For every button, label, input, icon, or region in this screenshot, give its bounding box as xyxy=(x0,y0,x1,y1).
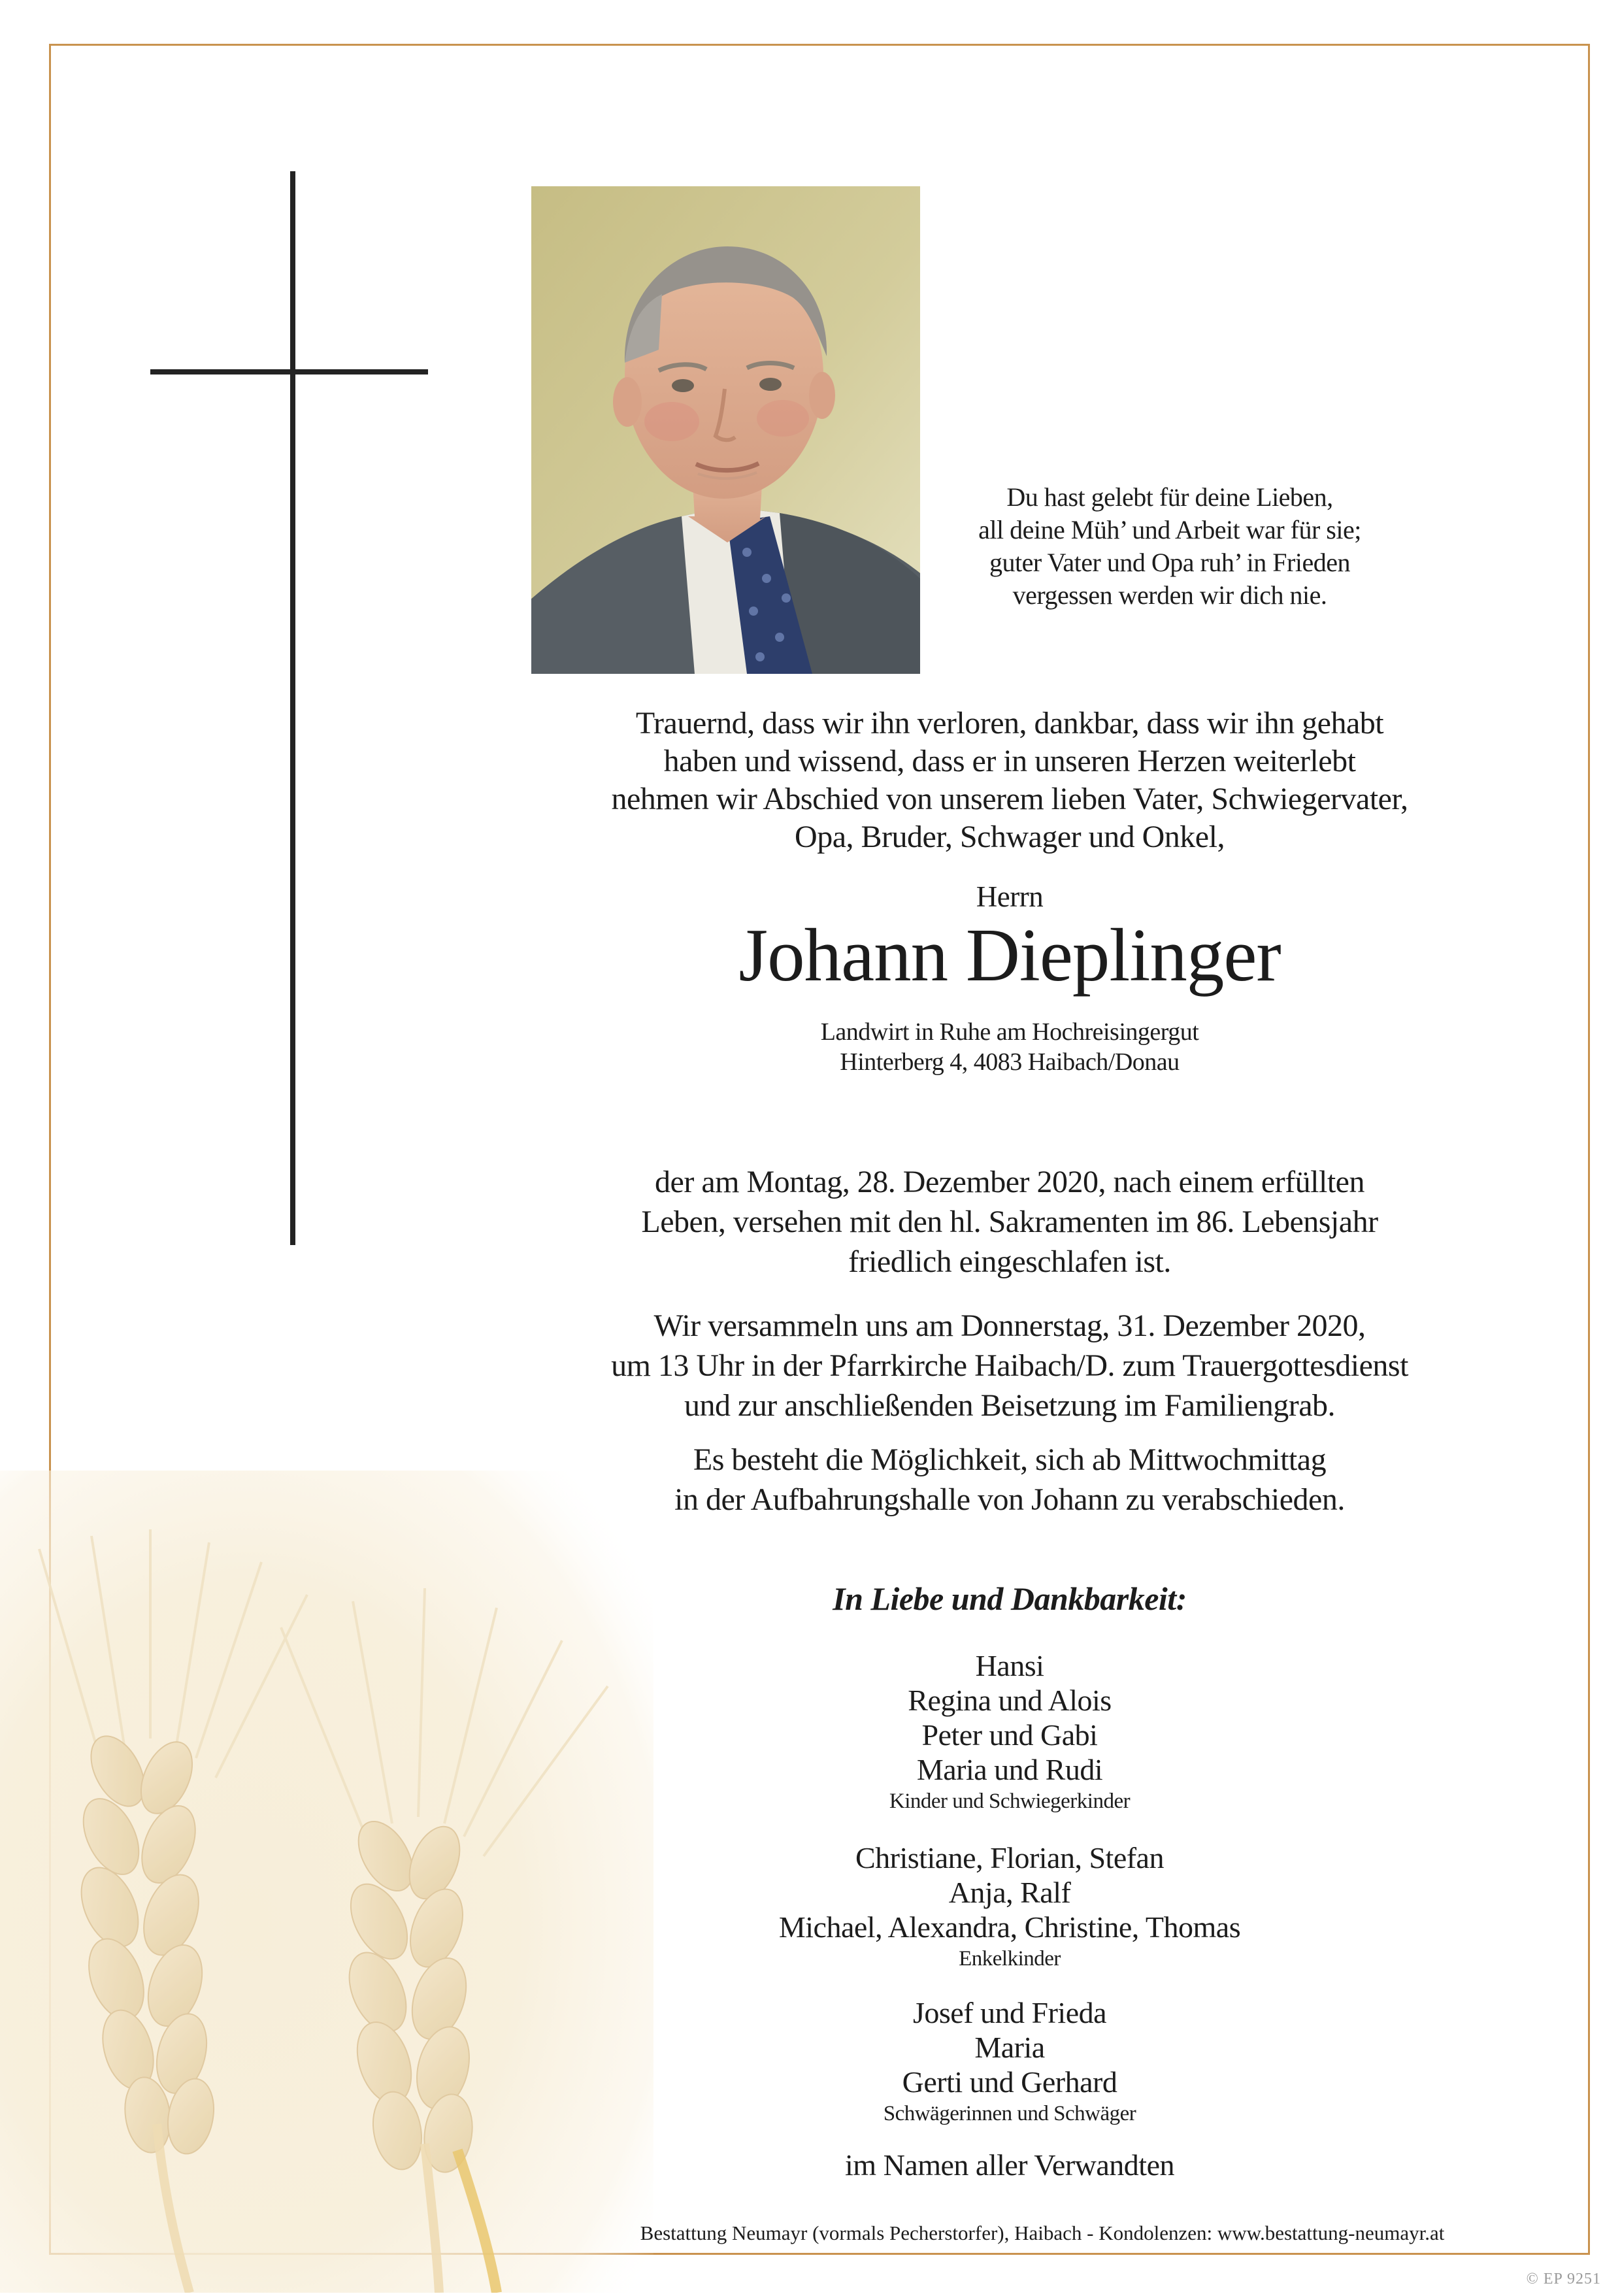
mourner-name: Maria xyxy=(974,2031,1045,2064)
intro-line: Opa, Bruder, Schwager und Onkel, xyxy=(795,820,1225,854)
service-line: um 13 Uhr in der Pfarrkirche Haibach/D. zum Trauergottesdienst xyxy=(611,1348,1408,1383)
death-notice-paragraph xyxy=(529,1162,1490,1282)
mourner-name: Regina und Alois xyxy=(908,1684,1112,1717)
mourner-name: Maria und Rudi xyxy=(916,1753,1103,1786)
intro-line: nehmen wir Abschied von unserem lieben Vater, Schwiegervater, xyxy=(611,782,1408,816)
farewell-intro-paragraph xyxy=(529,705,1490,856)
mourners-section xyxy=(529,1580,1490,2182)
group-label: Enkelkinder xyxy=(959,1947,1061,1971)
deceased-address: Hinterberg 4, 4083 Haibach/Donau xyxy=(840,1048,1180,1076)
mourner-name: Josef und Frieda xyxy=(912,1996,1107,2029)
mourner-name: Gerti und Gerhard xyxy=(902,2065,1117,2099)
mourner-name: Christiane, Florian, Stefan xyxy=(855,1841,1164,1874)
death-line: Leben, versehen mit den hl. Sakramenten im 86. Lebensjahr xyxy=(641,1205,1378,1239)
mourner-name: Anja, Ralf xyxy=(948,1876,1071,1909)
mourners-closing: im Namen aller Verwandten xyxy=(845,2148,1174,2182)
viewing-line: in der Aufbahrungshalle von Johann zu verabschieden. xyxy=(674,1482,1345,1517)
poem-line: vergessen werden wir dich nie. xyxy=(1012,580,1327,610)
poem-line: guter Vater und Opa ruh’ in Frieden xyxy=(989,548,1350,577)
funeral-service-paragraph xyxy=(529,1306,1490,1425)
mourner-name: Hansi xyxy=(975,1649,1044,1682)
service-line: und zur anschließenden Beisetzung im Familiengrab. xyxy=(684,1388,1336,1423)
mourner-name: Peter und Gabi xyxy=(921,1718,1098,1752)
death-line: friedlich eingeschlafen ist. xyxy=(848,1244,1171,1279)
viewing-info-paragraph xyxy=(529,1440,1490,1520)
mourner-name: Michael, Alexandra, Christine, Thomas xyxy=(778,1910,1241,1944)
print-copyright: © EP 9251 xyxy=(1526,2271,1601,2288)
deceased-occupation: Landwirt in Ruhe am Hochreisingergut xyxy=(820,1018,1199,1046)
cross-icon xyxy=(290,171,295,1245)
mourners-group-in-laws xyxy=(529,1995,1490,2127)
death-line: der am Montag, 28. Dezember 2020, nach einem erfüllten xyxy=(655,1165,1364,1199)
group-label: Schwägerinnen und Schwäger xyxy=(883,2102,1136,2125)
viewing-line: Es besteht die Möglichkeit, sich ab Mittwochmittag xyxy=(693,1442,1327,1477)
memorial-poem xyxy=(941,481,1398,612)
intro-line: Trauernd, dass wir ihn verloren, dankbar, dass wir ihn gehabt xyxy=(635,706,1384,740)
intro-line: haben und wissend, dass er in unseren Herzen weiterlebt xyxy=(663,744,1356,778)
group-label: Kinder und Schwiegerkinder xyxy=(889,1789,1131,1813)
salutation: Herrn xyxy=(976,880,1044,913)
poem-line: Du hast gelebt für deine Lieben, xyxy=(1006,482,1333,512)
deceased-portrait-photo xyxy=(531,186,920,674)
mourners-group-children xyxy=(529,1648,1490,1814)
mourners-heading: In Liebe und Dankbarkeit: xyxy=(833,1580,1187,1617)
mourners-group-grandchildren xyxy=(529,1840,1490,1972)
poem-line: all deine Müh’ und Arbeit war für sie; xyxy=(978,515,1361,544)
deceased-name: Johann Dieplinger xyxy=(738,914,1281,997)
cross-icon-bar xyxy=(150,369,428,374)
funeral-home-footer: Bestattung Neumayr (vormals Pecherstorfer), Haibach - Kondolenzen: www.bestattung-neumayr.at xyxy=(640,2221,1445,2244)
service-line: Wir versammeln uns am Donnerstag, 31. Dezember 2020, xyxy=(653,1308,1366,1343)
